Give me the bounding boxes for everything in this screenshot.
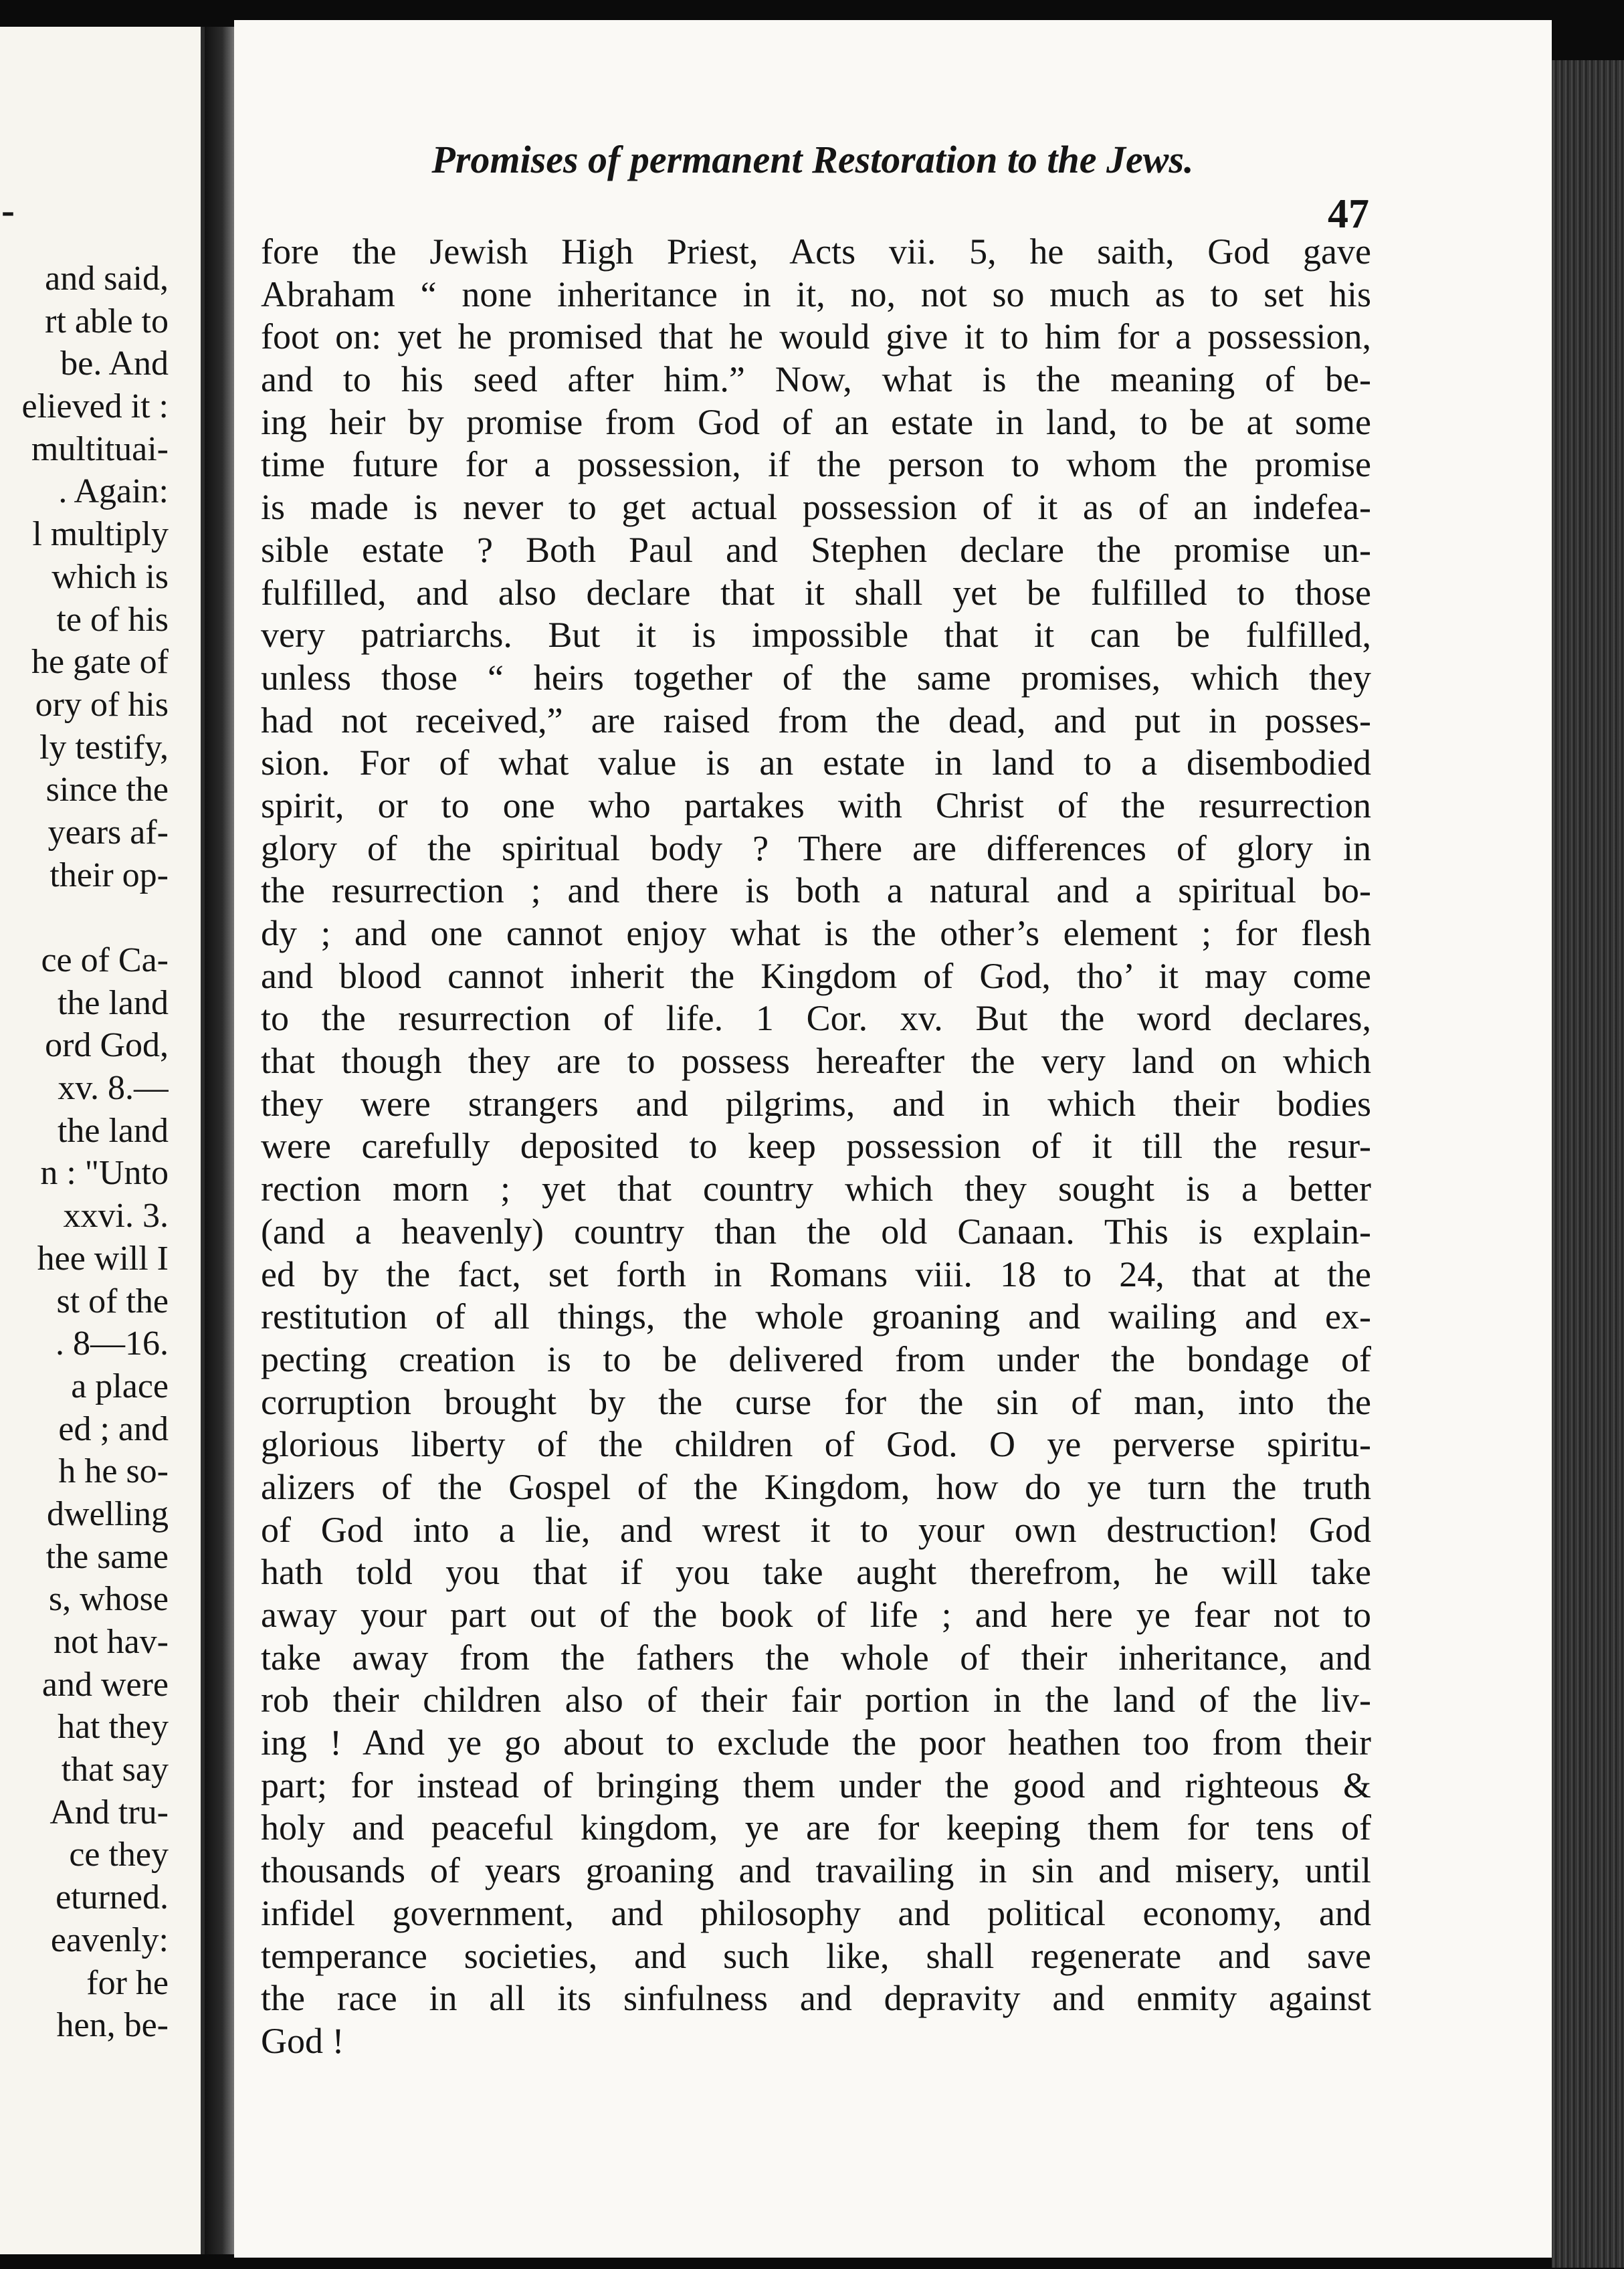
left-page-line: that say <box>61 1751 169 1789</box>
text-line: to the resurrection of life. 1 Cor. xv. But the word declares, <box>261 998 1371 1039</box>
left-page-line: not hav- <box>54 1623 169 1661</box>
book-gutter <box>205 27 234 2254</box>
left-page-line: elieved it : <box>21 387 169 426</box>
text-line: of God into a lie, and wrest it to your own destruction! God <box>261 1509 1371 1550</box>
left-page-line: s, whose <box>48 1580 169 1619</box>
text-line: and to his seed after him.” Now, what is the meaning of be- <box>261 359 1371 400</box>
text-line: that though they are to possess hereafter the very land on which <box>261 1041 1371 1082</box>
text-line: foot on: yet he promised that he would give it to him for a possession, <box>261 316 1371 357</box>
left-page-line: and said, <box>45 260 169 298</box>
left-page-line: the land <box>57 1111 169 1150</box>
page-number: 47 <box>1328 191 1369 237</box>
body-text <box>261 231 1371 2063</box>
left-page-line: xv. 8.— <box>58 1069 169 1108</box>
left-page-line: te of his <box>56 600 169 639</box>
left-page-line: ly testify, <box>39 728 169 767</box>
text-line: is made is never to get actual possession of it as of an indefea- <box>261 487 1371 528</box>
left-page-line: hee will I <box>37 1239 169 1278</box>
left-page-line: for he <box>86 1963 169 2002</box>
text-line: part; for instead of bringing them under the good and righteous & <box>261 1765 1371 1805</box>
text-line: pecting creation is to be delivered from under the bondage of <box>261 1339 1371 1379</box>
left-page-line: the same <box>45 1537 169 1576</box>
left-page-line: a place <box>71 1367 169 1405</box>
left-page-line: the land <box>57 983 169 1022</box>
left-page-line: ord God, <box>45 1026 169 1065</box>
text-line: holy and peaceful kingdom, ye are for keeping them for tens of <box>261 1807 1371 1848</box>
text-line: alizers of the Gospel of the Kingdom, how do ye turn the truth <box>261 1466 1371 1507</box>
text-line: rob their children also of their fair portion in the land of the liv- <box>261 1680 1371 1720</box>
text-line: the race in all its sinfulness and depravity and enmity against <box>261 1978 1371 2019</box>
left-page-line: multituai- <box>31 429 169 468</box>
text-line: restitution of all things, the whole groaning and wailing and ex- <box>261 1296 1371 1337</box>
text-line: time future for a possession, if the person to whom the promise <box>261 444 1371 485</box>
text-line: hath told you that if you take aught therefrom, he will take <box>261 1552 1371 1593</box>
text-line: were carefully deposited to keep possession of it till the resur- <box>261 1126 1371 1167</box>
left-page-line: st of the <box>56 1282 169 1320</box>
text-line: temperance societies, and such like, shall regenerate and save <box>261 1935 1371 1976</box>
left-page-line: hen, be- <box>56 2006 169 2045</box>
left-page-line: n : "Unto <box>40 1154 169 1193</box>
text-line: dy ; and one cannot enjoy what is the other’s element ; for flesh <box>261 913 1371 953</box>
text-line: rection morn ; yet that country which they sought is a better <box>261 1169 1371 1209</box>
text-line: glory of the spiritual body ? There are differences of glory in <box>261 827 1371 868</box>
left-page-line: their op- <box>49 856 169 894</box>
left-page-line: ce of Ca- <box>41 941 169 979</box>
left-page-line: be. And <box>60 344 169 383</box>
text-line: spirit, or to one who partakes with Christ of the resurrection <box>261 785 1371 825</box>
left-page-line: ory of his <box>35 685 169 724</box>
text-line: God ! <box>261 2020 344 2061</box>
left-page-line: dwelling <box>47 1494 169 1533</box>
left-page-line: which is <box>52 557 169 596</box>
text-line: sion. For of what value is an estate in land to a disembodied <box>261 743 1371 783</box>
text-line: (and a heavenly) country than the old Canaan. This is explain- <box>261 1211 1371 1252</box>
left-page-line: ed ; and <box>58 1409 169 1448</box>
left-page-line: . 8—16. <box>56 1324 169 1363</box>
running-title: Promises of permanent Restoration to the Jews. <box>431 138 1194 181</box>
left-page-fragment <box>0 27 205 2254</box>
left-page-line: eavenly: <box>50 1920 169 1959</box>
text-line: unless those “ heirs together of the same promises, which they <box>261 657 1371 698</box>
left-page-line: rt able to <box>45 302 169 340</box>
text-line: take away from the fathers the whole of their inheritance, and <box>261 1637 1371 1678</box>
left-page-line: he gate of <box>31 643 169 682</box>
text-line: the resurrection ; and there is both a natural and a spiritual bo- <box>261 870 1371 911</box>
page-edges <box>1552 60 1624 2268</box>
text-line: very patriarchs. But it is impossible that it can be fulfilled, <box>261 615 1371 656</box>
text-line: sible estate ? Both Paul and Stephen declare the promise un- <box>261 529 1371 570</box>
text-line: ed by the fact, set forth in Romans viii. 18 to 24, that at the <box>261 1254 1371 1294</box>
left-page-line: hat they <box>57 1708 169 1747</box>
text-line: ing ! And ye go about to exclude the poor heathen too from their <box>261 1722 1371 1763</box>
text-line: fore the Jewish High Priest, Acts vii. 5, he saith, God gave <box>261 231 1371 272</box>
text-line: had not received,” are raised from the dead, and put in posses- <box>261 700 1371 741</box>
text-line: infidel government, and philosophy and political economy, and <box>261 1892 1371 1933</box>
left-page-line: since the <box>45 771 169 809</box>
left-page-mark: - <box>1 188 15 232</box>
text-line: ing heir by promise from God of an estate in land, to be at some <box>261 401 1371 442</box>
left-page-line: h he so- <box>58 1452 169 1491</box>
text-line: glorious liberty of the children of God. O ye perverse spiritu- <box>261 1424 1371 1465</box>
text-line: thousands of years groaning and travailing in sin and misery, until <box>261 1850 1371 1891</box>
text-line: fulfilled, and also declare that it shall yet be fulfilled to those <box>261 572 1371 613</box>
left-page-line <box>0 896 169 939</box>
left-page-lines <box>0 258 169 2047</box>
left-page-line: eturned. <box>56 1878 169 1917</box>
left-page-line: ce they <box>69 1836 169 1874</box>
left-page-line: l multiply <box>32 515 169 554</box>
text-line: Abraham “ none inheritance in it, no, not so much as to set his <box>261 274 1371 314</box>
text-line: corruption brought by the curse for the sin of man, into the <box>261 1381 1371 1422</box>
left-page-line: . Again: <box>58 472 169 511</box>
text-line: they were strangers and pilgrims, and in which their bodies <box>261 1083 1371 1124</box>
left-page-line: years af- <box>47 813 169 852</box>
left-page-line: xxvi. 3. <box>63 1197 169 1236</box>
left-page-line: And tru- <box>49 1793 169 1832</box>
text-line: and blood cannot inherit the Kingdom of God, tho’ it may come <box>261 955 1371 996</box>
text-line: away your part out of the book of life ; and here ye fear not to <box>261 1595 1371 1635</box>
left-page-line: and were <box>41 1665 169 1704</box>
